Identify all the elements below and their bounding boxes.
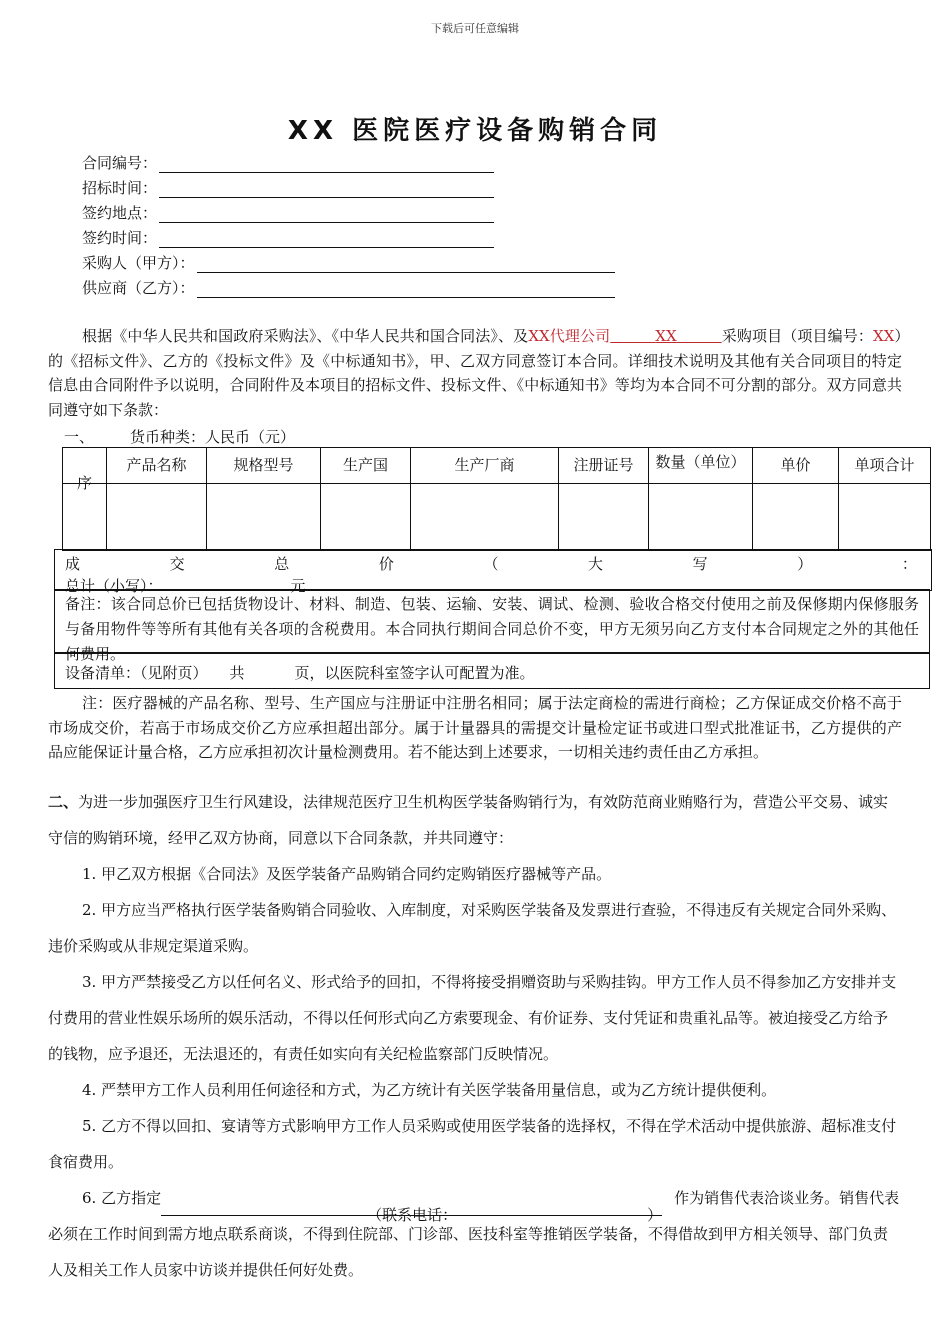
watermark-text: 下载后可任意编辑	[431, 22, 519, 35]
section-one-number: 一、	[64, 428, 95, 446]
sign-place-blank	[159, 206, 494, 223]
project-no-xx: XX	[873, 327, 895, 345]
agency-name: XX代理公司	[528, 327, 611, 345]
clause-2: 2. 甲方应当严格执行医学装备购销合同验收、入库制度，对采购医学装备及发票进行查验，不得违反有关规定合同外采购、违价采购或从非规定渠道采购。	[48, 901, 897, 955]
remark-text: 备注：该合同总价已包括货物设计、材料、制造、包装、运输、安装、调试、检测、验收合格交付使用之前及保修期内保修服务与备用物件等等所有其他有关各项的含税费用。本合同执行期间合同总价不变，甲方无须另向乙方支付本合同规定之外的其他任何费用。	[65, 595, 919, 663]
equipment-list-label: 设备清单：（见附页）	[65, 664, 208, 682]
clause-3: 3. 甲方严禁接受乙方以任何名义、形式给予的回扣，不得将接受捐赠资助与采购挂钩。甲方工作人员不得参加乙方安排并支付费用的营业性娱乐场所的娱乐活动，不得以任何形式向乙方索要现金、有价证券、支付凭证和贵重礼品等。被迫接受乙方给予的钱物，应予退还，无法退还的，有责任如实向有关纪检监察部门反映情况。	[48, 973, 897, 1063]
buyer-field	[82, 252, 615, 274]
clause-5: 5. 乙方不得以回扣、宴请等方式影响甲方工作人员采购或使用医学装备的选择权，不得在学术活动中提供旅游、超标准支付食宿费用。	[48, 1117, 897, 1171]
table-cell[interactable]	[207, 484, 321, 551]
total-small-label: 总计（小写）：	[65, 577, 163, 595]
table-header-cell: 单价	[753, 448, 839, 484]
table-header-cell: 单项合计	[839, 448, 931, 484]
clause-6-paren: ）	[647, 1206, 663, 1224]
table-cell[interactable]	[753, 484, 839, 551]
remark-box	[54, 589, 930, 663]
table-header-row	[63, 448, 931, 484]
table-row	[63, 484, 931, 551]
equipment-gong: 共	[229, 664, 245, 682]
buyer-blank	[197, 256, 615, 273]
total-char: 写	[692, 555, 708, 573]
intro-text-3: ）的《招标文件》、乙方的《投标文件》及《中标通知书》，甲、乙双方同意签订本合同。详细技术说明及其他有关合同项目的特定信息由合同附件予以说明，合同附件及本项目的招标文件、投标文件、《中标通知书》等均为本合同不可分割的部分。双方同意共同遵守如下条款：	[48, 327, 902, 419]
total-char: ）	[797, 555, 813, 573]
sales-rep-name-blank	[161, 1197, 663, 1224]
agency-xx: XX	[655, 327, 677, 345]
table-cell[interactable]	[321, 484, 411, 551]
table-header-cell: 序	[63, 448, 107, 484]
contract-number-label: 合同编号：	[82, 154, 158, 172]
agency-xx-blank	[610, 327, 721, 345]
total-char: 价	[378, 555, 394, 573]
table-cell[interactable]	[411, 484, 559, 551]
equipment-ye: 页	[294, 664, 310, 682]
document-title: XX 医院医疗设备购销合同	[287, 116, 663, 146]
contract-number-field	[82, 152, 494, 174]
clause-6	[48, 1180, 902, 1288]
bid-time-label: 招标时间：	[82, 179, 158, 197]
clause-6-text-a: 6. 乙方指定	[82, 1189, 162, 1207]
sign-time-label: 签约时间：	[82, 229, 158, 247]
bid-time-blank	[159, 181, 494, 198]
table-header-cell: 生产国	[321, 448, 411, 484]
supplier-label: 供应商（乙方）：	[82, 279, 195, 297]
bid-time-field	[82, 177, 494, 199]
table-header-cell: 产品名称	[107, 448, 207, 484]
table-header-cell: 数量（单位）	[649, 448, 753, 484]
table-cell[interactable]	[839, 484, 931, 551]
clause-4: 4. 严禁甲方工作人员利用任何途径和方式，为乙方统计有关医学装备用量信息，或为乙方统计提供便利。	[82, 1081, 777, 1099]
supplier-blank	[197, 281, 615, 298]
clause-1: 1. 甲乙双方根据《合同法》及医学装备产品购销合同约定购销医疗器械等产品。	[82, 865, 612, 883]
total-char: ：	[901, 555, 917, 573]
intro-text-2: 采购项目（项目编号：	[721, 327, 874, 345]
total-char: 成	[65, 555, 81, 573]
table-cell[interactable]	[63, 484, 107, 551]
table-cell[interactable]	[107, 484, 207, 551]
total-price-row	[54, 549, 932, 595]
sign-time-field	[82, 227, 494, 249]
goods-table	[62, 447, 931, 551]
section-two-number: 二、	[48, 793, 79, 811]
contract-number-blank	[159, 156, 494, 173]
intro-paragraph	[48, 324, 902, 422]
total-char: 总	[274, 555, 290, 573]
equipment-list-row	[54, 653, 930, 689]
note-paragraph: 注：医疗器械的产品名称、型号、生产国应与注册证中注册名相同；属于法定商检的需进行商检；乙方保证成交价格不高于市场成交价，若高于市场成交价乙方应承担超出部分。属于计量器具的需提交计量检定证书或进口型式批准证书，乙方提供的产品应能保证计量合格，乙方应承担初次计量检测费用。若不能达到上述要求，一切相关违约责任由乙方承担。	[48, 694, 902, 761]
table-cell[interactable]	[649, 484, 753, 551]
total-char: 交	[169, 555, 185, 573]
yuan-label: 元	[290, 577, 306, 595]
table-header-cell: 规格型号	[207, 448, 321, 484]
supplier-field	[82, 277, 615, 299]
equipment-list-tail: ，以医院科室签字认可配置为准。	[309, 664, 535, 682]
buyer-label: 采购人（甲方）：	[82, 254, 195, 272]
sign-place-label: 签约地点：	[82, 204, 158, 222]
section-two-text: 为进一步加强医疗卫生行风建设，法律规范医疗卫生机构医学装备购销行为，有效防范商业贿赂行为，营造公平交易、诚实守信的购销环境，经甲乙双方协商，同意以下合同条款，并共同遵守：	[48, 793, 889, 847]
clause-6-phone-label: （联系电话：	[367, 1206, 458, 1224]
total-char: （	[483, 555, 499, 573]
sign-time-blank	[159, 231, 494, 248]
table-header-cell: 注册证号	[559, 448, 649, 484]
section-two	[48, 784, 902, 856]
total-char: 大	[588, 555, 604, 573]
table-cell[interactable]	[559, 484, 649, 551]
section-one-heading	[64, 426, 299, 448]
intro-text-1: 根据《中华人民共和国政府采购法》、《中华人民共和国合同法》、及	[82, 327, 529, 345]
sign-place-field	[82, 202, 494, 224]
table-header-cell: 生产厂商	[411, 448, 559, 484]
clause-6-text-d: 作为销售代表洽谈业务。销售代表必须在工作时间到需方地点联系商谈，不得到住院部、门诊部、医技科室等推销医学装备，不得借故到甲方相关领导、部门负责人及相关工作人员家中访谈并提供任何好处费。	[48, 1189, 900, 1279]
section-one-title: 货币种类：人民币（元）	[130, 428, 296, 446]
